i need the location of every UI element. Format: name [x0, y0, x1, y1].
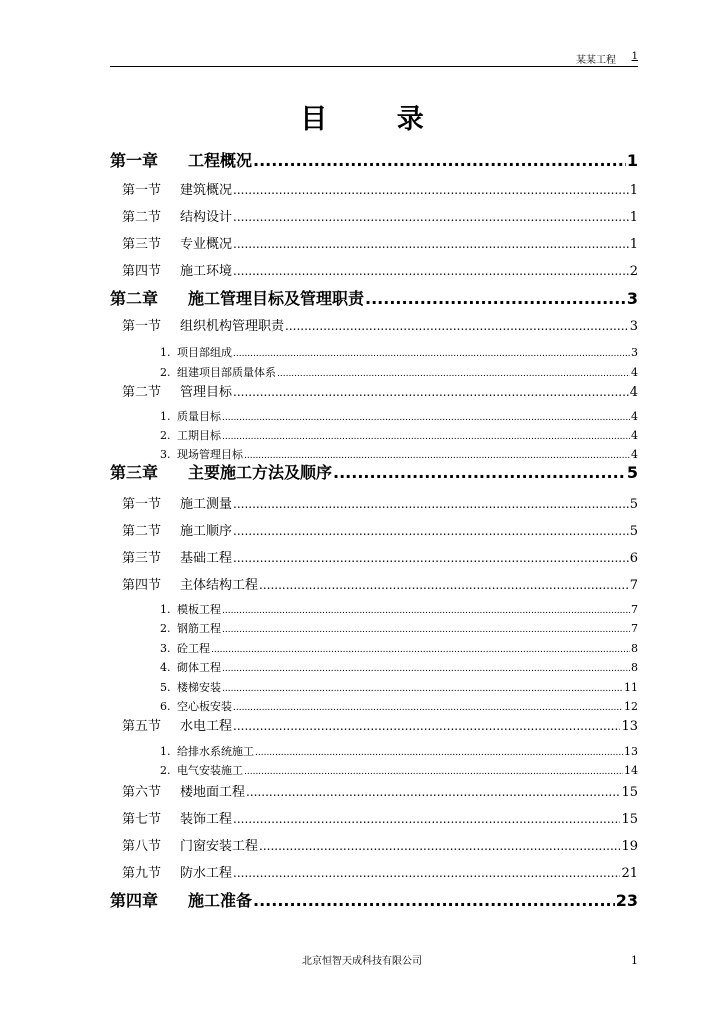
toc-section-row[interactable] [122, 574, 638, 593]
toc-item-row[interactable] [160, 679, 638, 695]
toc-entry-number: 5. [160, 681, 171, 694]
toc-dot-leader [211, 645, 630, 655]
toc-entry-page: 4 [631, 410, 638, 423]
toc-entry-page: 7 [631, 622, 638, 635]
toc-entry-title: 结构设计 [180, 210, 233, 225]
toc-entry-title: 主要施工方法及顺序 [188, 463, 333, 482]
toc-entry-title: 砼工程 [177, 642, 210, 655]
toc-entry-page: 5 [629, 497, 638, 512]
toc-chapter-row[interactable] [110, 888, 638, 911]
toc-entry-number: 3. [160, 448, 171, 461]
toc-dot-leader [233, 866, 620, 880]
toc-entry-title: 组织机构管理职责 [180, 319, 285, 334]
toc-section-row[interactable] [122, 862, 638, 881]
toc-entry-title: 施工环境 [180, 264, 233, 279]
toc-entry-title: 主体结构工程 [180, 578, 259, 593]
toc-chapter-row[interactable] [110, 148, 638, 171]
toc-entry-number: 第一节 [122, 183, 162, 198]
toc-dot-leader [222, 606, 630, 616]
toc-entry-title: 门窗安装工程 [180, 839, 259, 854]
toc-section-row[interactable] [122, 547, 638, 566]
toc-section-row[interactable] [122, 179, 638, 198]
toc-entry-number: 第七节 [122, 812, 162, 827]
toc-dot-leader [285, 319, 629, 333]
toc-entry-number: 第四节 [122, 264, 162, 279]
toc-entry-number: 第二节 [122, 385, 162, 400]
toc-entry-title: 组建项目部质量体系 [177, 366, 276, 379]
toc-entry-page: 4 [629, 385, 638, 400]
toc-item-row[interactable] [160, 762, 638, 778]
toc-dot-leader [259, 839, 620, 853]
toc-entry-title: 施工测量 [180, 497, 233, 512]
toc-entry-number: 1. [160, 745, 171, 758]
toc-entry-page: 5 [626, 463, 638, 482]
toc-dot-leader [233, 524, 629, 538]
toc-dot-leader [233, 385, 629, 399]
toc-dot-leader [222, 413, 630, 423]
toc-entry-number: 第八节 [122, 839, 162, 854]
toc-entry-number: 第一节 [122, 497, 162, 512]
toc-entry-number: 6. [160, 700, 171, 713]
toc-dot-leader [253, 891, 615, 910]
toc-dot-leader [233, 210, 629, 224]
toc-entry-title: 施工顺序 [180, 524, 233, 539]
toc-entry-number: 第三章 [110, 463, 159, 482]
toc-entry-title: 现场管理目标 [177, 448, 243, 461]
toc-entry-page: 15 [621, 785, 638, 800]
toc-item-row[interactable] [160, 698, 638, 714]
toc-entry-number: 第二节 [122, 524, 162, 539]
toc-entry-number: 1. [160, 603, 171, 616]
toc-entry-page: 23 [615, 891, 638, 910]
toc-entry-page: 8 [631, 661, 638, 674]
toc-entry-number: 第五节 [122, 719, 162, 734]
toc-section-row[interactable] [122, 808, 638, 827]
header-project-name: 某某工程 [576, 55, 616, 66]
header-page-number: 1 [631, 51, 638, 62]
toc-section-row[interactable] [122, 206, 638, 225]
toc-dot-leader [233, 237, 629, 251]
toc-entry-page: 13 [624, 745, 638, 758]
toc-entry-title: 电气安装施工 [177, 764, 243, 777]
toc-dot-leader [246, 785, 620, 799]
toc-entry-page: 1 [629, 183, 638, 198]
toc-entry-number: 1. [160, 410, 171, 423]
toc-dot-leader [233, 349, 630, 359]
toc-section-row[interactable] [122, 493, 638, 512]
toc-entry-page: 14 [624, 764, 638, 777]
toc-dot-leader [233, 812, 620, 826]
toc-section-row[interactable] [122, 835, 638, 854]
toc-dot-leader [253, 151, 626, 170]
toc-entry-number: 第二节 [122, 210, 162, 225]
toc-dot-leader [222, 625, 630, 635]
footer-company: 北京恒智天成科技有限公司 [302, 956, 422, 967]
toc-entry-title: 给排水系统施工 [177, 745, 254, 758]
toc-entry-page: 6 [629, 551, 638, 566]
toc-entry-title: 模板工程 [177, 603, 221, 616]
toc-section-row[interactable] [122, 381, 638, 400]
toc-chapter-row[interactable] [110, 286, 638, 309]
toc-entry-page: 2 [629, 264, 638, 279]
toc-entry-title: 防水工程 [180, 866, 233, 881]
toc-entry-title: 楼地面工程 [180, 785, 246, 800]
toc-item-row[interactable] [160, 408, 638, 424]
toc-item-row[interactable] [160, 659, 638, 675]
toc-entry-number: 第三节 [122, 237, 162, 252]
toc-entry-page: 4 [631, 366, 638, 379]
toc-entry-page: 7 [629, 578, 638, 593]
toc-entry-title: 工程概况 [188, 151, 253, 170]
toc-entry-number: 3. [160, 642, 171, 655]
toc-item-row[interactable] [160, 344, 638, 360]
toc-entry-page: 19 [621, 839, 638, 854]
toc-entry-page: 4 [631, 448, 638, 461]
toc-entry-number: 第一节 [122, 319, 162, 334]
toc-entry-page: 7 [631, 603, 638, 616]
toc-entry-title: 专业概况 [180, 237, 233, 252]
toc-entry-number: 第三节 [122, 551, 162, 566]
toc-entry-page: 3 [629, 319, 638, 334]
footer-page-number: 1 [631, 954, 638, 967]
toc-entry-title: 基础工程 [180, 551, 233, 566]
toc-dot-leader [277, 369, 630, 379]
toc-entry-title: 管理目标 [180, 385, 233, 400]
toc-item-row[interactable] [160, 364, 638, 380]
toc-entry-page: 21 [621, 866, 638, 881]
toc-entry-page: 15 [621, 812, 638, 827]
toc-dot-leader [259, 578, 629, 592]
toc-entry-page: 3 [626, 289, 638, 308]
toc-entry-page: 5 [629, 524, 638, 539]
toc-entry-number: 2. [160, 429, 171, 442]
toc-entry-page: 13 [621, 719, 638, 734]
toc-entry-page: 4 [631, 429, 638, 442]
toc-entry-title: 钢筋工程 [177, 622, 221, 635]
toc-entry-number: 第二章 [110, 289, 159, 308]
toc-dot-leader [233, 551, 629, 565]
toc-dot-leader [222, 664, 630, 674]
toc-item-row[interactable] [160, 601, 638, 617]
toc-entry-number: 第四章 [110, 891, 159, 910]
toc-dot-leader [333, 463, 626, 482]
toc-entry-number: 4. [160, 661, 171, 674]
toc-item-row[interactable] [160, 743, 638, 759]
toc-entry-title: 砌体工程 [177, 661, 221, 674]
toc-entry-title: 项目部组成 [177, 346, 232, 359]
toc-entry-number: 第九节 [122, 866, 162, 881]
toc-entry-page: 3 [631, 346, 638, 359]
toc-entry-page: 1 [629, 210, 638, 225]
toc-entry-number: 第六节 [122, 785, 162, 800]
toc-section-row[interactable] [122, 520, 638, 539]
toc-dot-leader [222, 684, 623, 694]
toc-item-row[interactable] [160, 640, 638, 656]
toc-entry-title: 质量目标 [177, 410, 221, 423]
toc-entry-title: 施工管理目标及管理职责 [188, 289, 365, 308]
toc-entry-number: 第四节 [122, 578, 162, 593]
toc-section-row[interactable] [122, 233, 638, 252]
toc-entry-page: 11 [624, 681, 638, 694]
toc-chapter-row[interactable] [110, 460, 638, 483]
toc-entry-page: 12 [624, 700, 638, 713]
toc-entry-title: 空心板安装 [177, 700, 232, 713]
toc-dot-leader [233, 264, 629, 278]
toc-dot-leader [365, 289, 626, 308]
toc-entry-title: 工期目标 [177, 429, 221, 442]
toc-entry-title: 施工准备 [188, 891, 253, 910]
toc-entry-number: 第一章 [110, 151, 159, 170]
toc-item-row[interactable] [160, 620, 638, 636]
toc-entry-title: 装饰工程 [180, 812, 233, 827]
toc-entry-number: 2. [160, 366, 171, 379]
toc-entry-page: 1 [629, 237, 638, 252]
toc-entry-title: 楼梯安装 [177, 681, 221, 694]
toc-dot-leader [233, 719, 620, 733]
page-title: 目 录 [300, 104, 454, 135]
toc-entry-number: 2. [160, 764, 171, 777]
toc-entry-title: 建筑概况 [180, 183, 233, 198]
toc-entry-number: 2. [160, 622, 171, 635]
toc-section-row[interactable] [122, 781, 638, 800]
toc-dot-leader [244, 767, 623, 777]
toc-section-row[interactable] [122, 315, 638, 334]
toc-dot-leader [255, 748, 623, 758]
toc-dot-leader [233, 703, 623, 713]
toc-entry-page: 1 [626, 151, 638, 170]
toc-dot-leader [222, 432, 630, 442]
toc-section-row[interactable] [122, 260, 638, 279]
toc-entry-number: 1. [160, 346, 171, 359]
toc-entry-title: 水电工程 [180, 719, 233, 734]
toc-dot-leader [233, 497, 629, 511]
toc-dot-leader [233, 183, 629, 197]
toc-entry-page: 8 [631, 642, 638, 655]
toc-item-row[interactable] [160, 427, 638, 443]
toc-section-row[interactable] [122, 715, 638, 734]
